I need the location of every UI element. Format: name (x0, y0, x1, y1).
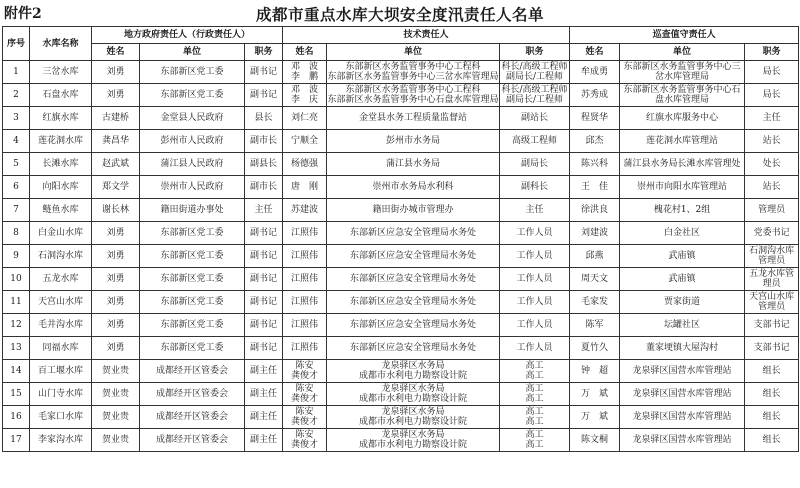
table-row (3, 130, 799, 153)
cell-tech-name: 陈安 龚俊才 (283, 429, 327, 452)
cell-patrol-position: 主任 (745, 107, 799, 130)
cell-reservoir: 红旗水库 (30, 107, 92, 130)
cell-patrol-unit: 坛罐社区 (620, 314, 745, 337)
cell-gov-position: 副县长 (245, 153, 283, 176)
cell-patrol-name: 苏秀成 (570, 84, 620, 107)
cell-tech-name: 江照伟 (283, 314, 327, 337)
cell-patrol-position: 处长 (745, 153, 799, 176)
cell-gov-position: 副书记 (245, 314, 283, 337)
cell-gov-unit: 籍田街道办事处 (140, 199, 245, 222)
annex-label: 附件2 (4, 6, 42, 22)
cell-gov-position: 副书记 (245, 291, 283, 314)
cell-patrol-position: 天宫山水库管理员 (745, 291, 799, 314)
cell-patrol-unit: 东部新区水务监管事务中心三岔水库管理局 (620, 61, 745, 84)
cell-tech-unit: 东部新区水务监管事务中心工程科 东部新区水务监管事务中心石盘水库管理局 (327, 85, 499, 105)
cell-no: 14 (3, 360, 30, 383)
cell-reservoir: 白金山水库 (30, 222, 92, 245)
header-tech-name: 姓名 (283, 44, 327, 61)
cell-reservoir: 毛家口水库 (30, 406, 92, 429)
cell-reservoir: 五龙水库 (30, 268, 92, 291)
cell-tech-position: 科长/高级工程师 副局长/工程师 (501, 85, 568, 105)
cell-patrol-unit: 龙泉驿区国营水库管理站 (620, 429, 745, 452)
cell-gov-unit: 东部新区党工委 (140, 84, 245, 107)
cell-patrol-unit: 东部新区水务监管事务中心石盘水库管理局 (620, 84, 745, 107)
cell-no: 10 (3, 268, 30, 291)
cell-tech-unit: 龙泉驿区水务局 成都市水利电力勘察设计院 (327, 406, 500, 429)
table-row (3, 429, 799, 452)
cell-tech-position: 高工 高工 (500, 360, 570, 383)
cell-gov-name: 赵武斌 (92, 153, 140, 176)
cell-reservoir: 莲花洞水库 (30, 130, 92, 153)
cell-patrol-unit: 莲花洞水库管理站 (620, 130, 745, 153)
cell-tech-position: 副局长 (500, 153, 570, 176)
cell-tech-name: 邓 波 李 庆 (283, 84, 327, 107)
cell-gov-position: 副书记 (245, 245, 283, 268)
cell-patrol-name: 刘建波 (570, 222, 620, 245)
cell-patrol-name: 陈兴科 (570, 153, 620, 176)
table-row (3, 314, 799, 337)
header-tech-unit: 单位 (327, 44, 500, 61)
cell-no: 8 (3, 222, 30, 245)
cell-tech-unit: 东部新区应急安全管理局水务处 (327, 222, 500, 245)
header-no: 序号 (3, 27, 30, 61)
cell-patrol-unit: 龙泉驿区国营水库管理站 (620, 383, 745, 406)
cell-tech-position: 主任 (500, 199, 570, 222)
cell-gov-position: 副市长 (245, 176, 283, 199)
cell-patrol-unit: 武庙镇 (620, 245, 745, 268)
cell-gov-position: 副书记 (245, 268, 283, 291)
table-row (3, 268, 799, 291)
cell-reservoir: 向阳水库 (30, 176, 92, 199)
cell-tech-position: 工作人员 (500, 222, 570, 245)
document-title: 成都市重点水库大坝安全度汛责任人名单 (255, 5, 544, 24)
cell-patrol-name: 钟 超 (570, 360, 620, 383)
cell-patrol-position: 党委书记 (745, 222, 799, 245)
header-tech-group: 技术责任人 (283, 27, 570, 44)
cell-patrol-position: 支部书记 (745, 314, 799, 337)
table-row (3, 291, 799, 314)
cell-gov-unit: 东部新区党工委 (140, 245, 245, 268)
cell-no: 9 (3, 245, 30, 268)
cell-gov-name: 贺业贵 (92, 406, 140, 429)
cell-patrol-name: 夏竹久 (570, 337, 620, 360)
cell-gov-name: 郑文学 (92, 176, 140, 199)
cell-gov-name: 贺业贵 (92, 360, 140, 383)
cell-patrol-unit: 贾家街道 (620, 291, 745, 314)
cell-gov-name: 刘勇 (92, 222, 140, 245)
cell-patrol-name: 陈军 (570, 314, 620, 337)
cell-tech-unit: 东部新区水务监管事务中心工程科 东部新区水务监管事务中心三岔水库管理局 (327, 62, 499, 82)
cell-reservoir: 鲢鱼水库 (30, 199, 92, 222)
cell-gov-position: 副主任 (245, 429, 283, 452)
cell-no: 1 (3, 61, 30, 84)
cell-no: 4 (3, 130, 30, 153)
cell-no: 3 (3, 107, 30, 130)
cell-gov-name: 刘勇 (92, 268, 140, 291)
header-gov-group: 地方政府责任人（行政责任人） (92, 27, 283, 44)
cell-tech-name: 苏建波 (283, 199, 327, 222)
cell-tech-unit: 蒲江县水务局 (327, 153, 500, 176)
cell-tech-position: 工作人员 (500, 245, 570, 268)
cell-patrol-unit: 龙泉驿区国营水库管理站 (620, 360, 745, 383)
cell-gov-unit: 崇州市人民政府 (140, 176, 245, 199)
cell-gov-position: 副书记 (245, 84, 283, 107)
header-patrol-name: 姓名 (570, 44, 620, 61)
cell-no: 2 (3, 84, 30, 107)
header-tech-position: 职务 (500, 44, 570, 61)
cell-gov-unit: 金堂县人民政府 (140, 107, 245, 130)
cell-tech-position: 高工 高工 (500, 429, 570, 452)
cell-patrol-name: 邱燕 (570, 245, 620, 268)
cell-tech-name: 宁顺全 (283, 130, 327, 153)
table-header (3, 27, 799, 61)
header-patrol-group: 巡查值守责任人 (570, 27, 799, 44)
cell-reservoir: 石洞沟水库 (30, 245, 92, 268)
cell-reservoir: 天宫山水库 (30, 291, 92, 314)
table-body (3, 61, 799, 452)
cell-tech-name: 唐 刚 (283, 176, 327, 199)
table-row (3, 245, 799, 268)
cell-patrol-position: 五龙水库管理员 (745, 268, 799, 291)
cell-tech-name: 江照伟 (283, 337, 327, 360)
cell-gov-name: 刘勇 (92, 291, 140, 314)
cell-patrol-position: 组长 (745, 429, 799, 452)
cell-patrol-name: 毛家发 (570, 291, 620, 314)
table-row (3, 84, 799, 107)
cell-patrol-name: 牟成勇 (570, 61, 620, 84)
table-row (3, 337, 799, 360)
header-patrol-position: 职务 (745, 44, 799, 61)
cell-no: 6 (3, 176, 30, 199)
cell-tech-position: 副站长 (500, 107, 570, 130)
cell-gov-unit: 东部新区党工委 (140, 337, 245, 360)
cell-gov-name: 刘勇 (92, 245, 140, 268)
cell-reservoir: 石盘水库 (30, 84, 92, 107)
cell-tech-unit: 崇州市水务局水利科 (327, 176, 500, 199)
cell-tech-name: 江照伟 (283, 245, 327, 268)
cell-tech-position: 工作人员 (500, 337, 570, 360)
header-gov-position: 职务 (245, 44, 283, 61)
cell-tech-name: 陈安 龚俊才 (283, 383, 327, 406)
cell-gov-position: 县长 (245, 107, 283, 130)
cell-gov-name: 谢长林 (92, 199, 140, 222)
cell-patrol-position: 管理员 (745, 199, 799, 222)
cell-no: 11 (3, 291, 30, 314)
cell-patrol-unit: 龙泉驿区国营水库管理站 (620, 406, 745, 429)
cell-tech-unit: 龙泉驿区水务局 成都市水利电力勘察设计院 (327, 383, 500, 406)
cell-patrol-unit: 武庙镇 (620, 268, 745, 291)
cell-gov-unit: 成都经开区管委会 (140, 360, 245, 383)
cell-tech-position: 高级工程师 (500, 130, 570, 153)
cell-gov-unit: 成都经开区管委会 (140, 383, 245, 406)
cell-tech-name: 江照伟 (283, 222, 327, 245)
cell-tech-unit: 籍田街办城市管理办 (327, 199, 500, 222)
cell-gov-name: 刘勇 (92, 337, 140, 360)
cell-tech-unit: 东部新区应急安全管理局水务处 (327, 245, 500, 268)
cell-gov-unit: 东部新区党工委 (140, 291, 245, 314)
table-row (3, 176, 799, 199)
cell-gov-name: 龚昌华 (92, 130, 140, 153)
cell-gov-unit: 东部新区党工委 (140, 268, 245, 291)
cell-tech-position: 高工 高工 (500, 383, 570, 406)
cell-no: 7 (3, 199, 30, 222)
cell-patrol-unit: 蒲江县水务局长滩水库管理处 (620, 153, 745, 176)
header-reservoir: 水库名称 (30, 27, 92, 61)
cell-no: 17 (3, 429, 30, 452)
cell-tech-name: 江照伟 (283, 291, 327, 314)
responsibility-table (2, 26, 799, 452)
header-gov-name: 姓名 (92, 44, 140, 61)
cell-tech-name: 刘仁亮 (283, 107, 327, 130)
cell-tech-position: 工作人员 (500, 291, 570, 314)
cell-tech-position: 高工 高工 (500, 406, 570, 429)
cell-tech-position: 副科长 (500, 176, 570, 199)
cell-patrol-position: 站长 (745, 176, 799, 199)
cell-patrol-name: 徐洪良 (570, 199, 620, 222)
cell-tech-unit: 东部新区应急安全管理局水务处 (327, 268, 500, 291)
cell-patrol-unit: 白金社区 (620, 222, 745, 245)
table-row (3, 153, 799, 176)
cell-tech-position: 工作人员 (500, 268, 570, 291)
cell-gov-unit: 成都经开区管委会 (140, 429, 245, 452)
cell-patrol-name: 万 斌 (570, 383, 620, 406)
cell-patrol-position: 站长 (745, 130, 799, 153)
cell-reservoir: 三岔水库 (30, 61, 92, 84)
header-patrol-unit: 单位 (620, 44, 745, 61)
cell-gov-unit: 彭州市人民政府 (140, 130, 245, 153)
cell-patrol-position: 石洞沟水库管理员 (745, 245, 799, 268)
cell-tech-name: 陈安 龚俊才 (283, 360, 327, 383)
table-row (3, 383, 799, 406)
cell-patrol-position: 支部书记 (745, 337, 799, 360)
cell-tech-name: 江照伟 (283, 268, 327, 291)
cell-tech-unit: 龙泉驿区水务局 成都市水利电力勘察设计院 (327, 360, 500, 383)
cell-no: 13 (3, 337, 30, 360)
cell-no: 12 (3, 314, 30, 337)
cell-tech-name: 陈安 龚俊才 (283, 406, 327, 429)
table-row (3, 360, 799, 383)
cell-gov-unit: 蒲江县人民政府 (140, 153, 245, 176)
cell-patrol-name: 程贤华 (570, 107, 620, 130)
table-row (3, 222, 799, 245)
cell-gov-unit: 东部新区党工委 (140, 222, 245, 245)
cell-patrol-position: 局长 (745, 61, 799, 84)
cell-patrol-name: 万 斌 (570, 406, 620, 429)
header-gov-unit: 单位 (140, 44, 245, 61)
cell-tech-unit: 东部新区应急安全管理局水务处 (327, 314, 500, 337)
cell-patrol-name: 陈文桐 (570, 429, 620, 452)
cell-no: 5 (3, 153, 30, 176)
cell-tech-unit: 东部新区应急安全管理局水务处 (327, 337, 500, 360)
cell-patrol-position: 组长 (745, 360, 799, 383)
table-row (3, 406, 799, 429)
table-row (3, 199, 799, 222)
cell-gov-position: 副主任 (245, 383, 283, 406)
cell-gov-position: 副主任 (245, 406, 283, 429)
cell-tech-position: 科长/高级工程师 副局长/工程师 (501, 62, 568, 82)
cell-gov-position: 主任 (245, 199, 283, 222)
cell-reservoir: 山门寺水库 (30, 383, 92, 406)
cell-reservoir: 李家沟水库 (30, 429, 92, 452)
cell-tech-name: 杨德强 (283, 153, 327, 176)
cell-patrol-unit: 崇州市向阳水库管理站 (620, 176, 745, 199)
cell-gov-position: 副主任 (245, 360, 283, 383)
cell-gov-position: 副书记 (245, 222, 283, 245)
cell-reservoir: 同福水库 (30, 337, 92, 360)
cell-patrol-name: 王 佳 (570, 176, 620, 199)
cell-patrol-position: 组长 (745, 406, 799, 429)
cell-tech-unit: 龙泉驿区水务局 成都市水利电力勘察设计院 (327, 429, 500, 452)
cell-gov-unit: 东部新区党工委 (140, 61, 245, 84)
cell-patrol-name: 邱杰 (570, 130, 620, 153)
cell-no: 15 (3, 383, 30, 406)
cell-gov-name: 贺业贵 (92, 429, 140, 452)
cell-tech-unit: 金堂县水务工程质量监督站 (327, 107, 500, 130)
cell-tech-name: 邓 波 李 鹏 (283, 61, 327, 84)
cell-patrol-position: 组长 (745, 383, 799, 406)
cell-gov-position: 副书记 (245, 337, 283, 360)
cell-patrol-unit: 红旗水库服务中心 (620, 107, 745, 130)
cell-gov-unit: 东部新区党工委 (140, 314, 245, 337)
cell-patrol-unit: 槐花村1、2组 (620, 199, 745, 222)
cell-tech-unit: 彭州市水务局 (327, 130, 500, 153)
cell-patrol-position: 局长 (745, 84, 799, 107)
table-row (3, 61, 799, 84)
cell-no: 16 (3, 406, 30, 429)
cell-gov-position: 副市长 (245, 130, 283, 153)
cell-gov-name: 刘勇 (92, 84, 140, 107)
cell-patrol-name: 周天文 (570, 268, 620, 291)
cell-gov-name: 古建桥 (92, 107, 140, 130)
cell-gov-unit: 成都经开区管委会 (140, 406, 245, 429)
cell-tech-unit: 东部新区应急安全管理局水务处 (327, 291, 500, 314)
cell-reservoir: 毛井沟水库 (30, 314, 92, 337)
cell-gov-position: 副书记 (245, 61, 283, 84)
cell-gov-name: 贺业贵 (92, 383, 140, 406)
table-row (3, 107, 799, 130)
cell-reservoir: 百工堰水库 (30, 360, 92, 383)
cell-gov-name: 刘勇 (92, 314, 140, 337)
cell-gov-name: 刘勇 (92, 61, 140, 84)
cell-patrol-unit: 董家埂镇大屋沟村 (620, 337, 745, 360)
cell-reservoir: 长滩水库 (30, 153, 92, 176)
cell-tech-position: 工作人员 (500, 314, 570, 337)
